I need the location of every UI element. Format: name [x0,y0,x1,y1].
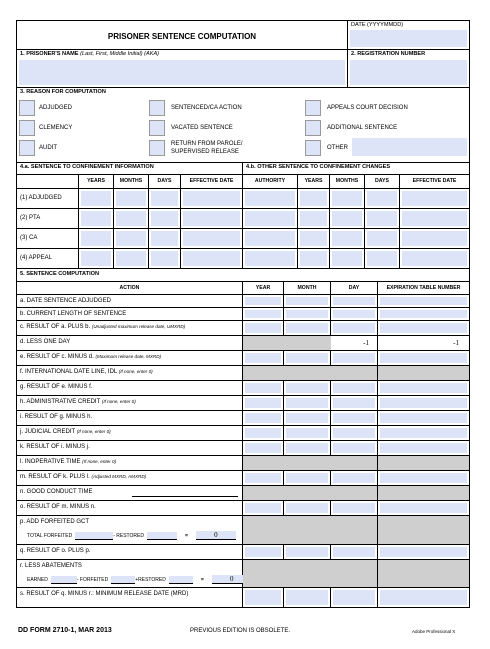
computation-row [17,308,469,321]
abatement-restored-field[interactable] [169,576,193,584]
adjudged-label: ADJUDGED [39,105,73,111]
computation-action [17,456,242,465]
computation-action [17,545,242,554]
computation-input[interactable] [333,443,375,453]
expiration-input[interactable] [380,428,467,438]
computation-input[interactable] [245,383,281,393]
confinement-input[interactable] [332,191,362,206]
computation-input[interactable] [245,353,281,363]
computation-input[interactable] [286,413,328,423]
col-year: YEAR [243,282,284,294]
confinement-input[interactable] [183,231,240,246]
shaded-cell [243,336,378,350]
action-text: q. RESULT OF o. PLUS p. [20,548,91,554]
computation-input[interactable] [245,547,281,557]
computation-input[interactable] [333,413,375,423]
computation-input[interactable] [286,428,328,438]
restored-label: - RESTORED [113,532,144,539]
abatements-line [27,575,252,584]
computation-row [17,321,469,336]
computation-row [17,456,469,471]
computation-input[interactable] [333,428,375,438]
computation-input[interactable] [286,473,328,483]
other-checkbox[interactable] [305,140,321,156]
forfeited-total-value[interactable]: 0 [196,531,236,540]
vacated-sentence-label: VACATED SENTENCE [171,125,233,131]
col-months: MONTHS [114,175,149,188]
computation-input[interactable] [245,413,281,423]
confinement-input[interactable] [332,251,362,266]
confinement-input[interactable] [402,211,467,226]
reason-label: 3. REASON FOR COMPUTATION [20,89,106,95]
confinement-input[interactable] [367,231,397,246]
restored-field[interactable] [147,532,177,540]
less-one-day-exp-value: -1 [453,339,459,347]
abatement-total-value[interactable]: 0 [212,575,252,584]
action-note: (If none, enter 0) [82,459,117,464]
computation-row [17,588,469,607]
confinement-input[interactable] [151,191,178,206]
confinement-input[interactable] [300,191,327,206]
sentence-computation-heading [17,269,469,282]
other-reason-field[interactable] [352,138,467,156]
less-one-day-value: -1 [363,339,369,347]
confinement-input[interactable] [81,191,111,206]
earned-label: EARNED [27,576,48,583]
confinement-input[interactable] [402,191,467,206]
confinement-input[interactable] [367,251,397,266]
total-forfeited-field[interactable] [75,532,113,540]
action-text: n. GOOD CONDUCT TIME [20,489,93,495]
col-years: YEARS [79,175,114,188]
other-changes-label: 4.b. OTHER SENTENCE TO CONFINEMENT CHANGES [246,164,391,170]
col-action: ACTION [17,282,243,294]
confinement-row-label: (3) CA [20,235,38,241]
computation-row [17,516,469,545]
computation-input[interactable] [333,323,375,333]
action-note: (Maximum release date, MXRD) [95,354,162,359]
supervised-release-label: SUPERVISED RELEASE [171,149,239,155]
title-row [17,21,469,50]
return-from-parole-label: RETURN FROM PAROLE/ [171,141,243,147]
action-text: m. RESULT OF k. PLUS l. [20,474,90,480]
clemency-checkbox[interactable] [19,120,35,136]
confinement-input[interactable] [151,251,178,266]
computation-action [17,351,242,360]
computation-action [17,381,242,390]
computation-action [17,471,242,480]
expiration-input[interactable] [380,503,467,513]
confinement-row-label: (4) APPEAL [20,255,53,261]
computation-input[interactable] [286,310,328,318]
expiration-input[interactable] [380,590,467,605]
shaded-cell [378,560,469,587]
confinement-info-label: 4.a. SENTENCE TO CONFINEMENT INFORMATION [20,164,154,170]
confinement-input[interactable] [300,231,327,246]
clemency-label: CLEMENCY [39,125,73,131]
computation-column-headers [17,282,469,295]
computation-action [17,321,242,330]
action-text: l. INOPERATIVE TIME [20,459,81,465]
prisoner-name-field[interactable] [19,60,345,85]
confinement-column-headers [17,175,469,189]
additional-sentence-label: ADDITIONAL SENTENCE [327,125,398,131]
action-text: d. LESS ONE DAY [20,339,71,345]
computation-input[interactable] [333,473,375,483]
confinement-input[interactable] [183,191,240,206]
sentenced-ca-label: SENTENCED/CA ACTION [171,105,242,111]
confinement-input[interactable] [116,251,146,266]
vacated-sentence-checkbox[interactable] [149,120,165,136]
confinement-input[interactable] [81,211,111,226]
confinement-input[interactable] [332,231,362,246]
computation-action [17,426,242,435]
shaded-cell [243,516,378,544]
forfeited-field[interactable] [111,576,135,584]
confinement-input[interactable] [245,191,295,206]
confinement-input[interactable] [300,211,327,226]
computation-input[interactable] [286,297,328,305]
action-text: c. RESULT OF a. PLUS b. [20,324,91,330]
shaded-cell [378,486,469,500]
computation-action [17,560,242,569]
confinement-input[interactable] [245,231,295,246]
registration-number-field[interactable] [350,60,467,85]
date-label: DATE (YYYYMMDD) [351,22,404,28]
page-title: PRISONER SENTENCE COMPUTATION [107,32,257,41]
audit-label: AUDIT [39,145,57,151]
total-forfeited-label: TOTAL FORFEITED [27,532,73,539]
computation-input[interactable] [286,398,328,408]
computation-input[interactable] [333,590,375,605]
name-row [17,50,469,88]
computation-input[interactable] [286,547,328,557]
action-text: k. RESULT OF i. MINUS j. [20,444,90,450]
action-text: o. RESULT OF m. MINUS n. [20,504,96,510]
computation-row [17,351,469,366]
computation-row [17,295,469,308]
computation-input[interactable] [245,590,281,605]
registration-number-label: 2. REGISTRATION NUMBER [351,51,426,57]
action-note: (If none, enter 0) [118,369,153,374]
action-text: s. RESULT OF q. MINUS r.: MINIMUM RELEASE DATE (MRD) [20,591,189,597]
computation-row [17,411,469,426]
confinement-input[interactable] [183,251,240,266]
computation-input[interactable] [286,443,328,453]
action-text: a. DATE SENTENCE ADJUDGED [20,298,111,304]
col-month: MONTH [284,282,331,294]
expiration-input[interactable] [380,353,467,363]
computation-input[interactable] [286,353,328,363]
computation-action [17,336,242,345]
shaded-cell [378,456,469,470]
computation-row [17,366,469,381]
equals-sign: = [200,576,204,583]
shaded-cell [243,486,378,500]
prisoner-name-label: 1. PRISONER'S NAME (Last, First, Middle Initial) (AKA) [20,51,160,57]
confinement-input[interactable] [300,251,327,266]
confinement-input[interactable] [245,251,295,266]
computation-row [17,501,469,516]
date-field[interactable] [350,30,467,47]
software-note: Adobe Professional X [412,629,456,634]
col-authority: AUTHORITY [243,175,298,188]
computation-input[interactable] [333,353,375,363]
action-note: (If none, enter 0) [101,399,136,404]
action-note: (Unadjusted maximum release date, UMXRD) [91,324,186,329]
confinement-row-label: (1) ADJUDGED [20,195,62,201]
shaded-cell [243,560,378,587]
expiration-input[interactable] [380,398,467,408]
expiration-input[interactable] [380,473,467,483]
action-text: i. RESULT OF g. MINUS h. [20,414,93,420]
computation-input[interactable] [286,590,328,605]
expiration-input[interactable] [380,310,467,318]
confinement-rows [17,189,469,269]
computation-input[interactable] [333,297,375,305]
shaded-cell [378,366,469,380]
action-note: (If none, enter 0) [76,429,111,434]
computation-action [17,486,242,495]
computation-action [17,588,242,597]
action-text: r. LESS ABATEMENTS [20,563,82,569]
sentenced-ca-checkbox[interactable] [149,100,165,116]
confinement-input[interactable] [116,231,146,246]
computation-row [17,560,469,588]
computation-row [17,396,469,411]
col-days: DAYS [149,175,181,188]
return-from-parole-checkbox[interactable] [149,140,165,156]
computation-input[interactable] [245,323,281,333]
expiration-input[interactable] [380,547,467,557]
action-text: p. ADD FORFEITED GCT [20,519,90,525]
computation-row [17,486,469,501]
computation-input[interactable] [245,310,281,318]
computation-action [17,411,242,420]
reason-section [17,88,469,163]
additional-sentence-checkbox[interactable] [305,120,321,136]
expiration-input[interactable] [380,297,467,305]
confinement-row [17,229,469,249]
confinement-input[interactable] [367,191,397,206]
confinement-input[interactable] [183,211,240,226]
shaded-cell [243,366,378,380]
adjudged-checkbox[interactable] [19,100,35,116]
confinement-input[interactable] [367,211,397,226]
shaded-cell [378,516,469,544]
gct-line [132,496,238,497]
confinement-input[interactable] [81,251,111,266]
computation-rows [17,295,469,607]
computation-action [17,396,242,405]
col-months-b: MONTHS [330,175,365,188]
audit-checkbox[interactable] [19,140,35,156]
computation-row [17,336,469,351]
forfeited-label: - FORFEITED [76,576,109,583]
confinement-input[interactable] [151,211,178,226]
shaded-cell [243,456,378,470]
col-effective-date: EFFECTIVE DATE [181,175,243,188]
computation-input[interactable] [245,443,281,453]
confinement-input[interactable] [245,211,295,226]
confinement-input[interactable] [332,211,362,226]
appeals-court-label: APPEALS COURT DECISION [327,105,408,111]
confinement-input[interactable] [116,191,146,206]
action-note: (Adjusted MXRD, AMXRD) [91,474,147,479]
action-text: e. RESULT OF c. MINUS d. [20,354,94,360]
computation-input[interactable] [333,310,375,318]
expiration-input[interactable] [380,323,467,333]
col-expiration-table: EXPIRATION TABLE NUMBER [386,285,461,291]
action-text: b. CURRENT LENGTH OF SENTENCE [20,311,127,317]
confinement-row [17,189,469,209]
computation-action [17,295,242,304]
form-id: DD FORM 2710-1, MAR 2013 [18,627,112,634]
col-day: DAY [331,282,378,294]
confinement-input[interactable] [81,231,111,246]
computation-input[interactable] [245,297,281,305]
computation-input[interactable] [245,398,281,408]
confinement-input[interactable] [116,211,146,226]
computation-action [17,441,242,450]
col-days-b: DAYS [365,175,400,188]
computation-action [17,501,242,510]
computation-input[interactable] [286,323,328,333]
computation-input[interactable] [333,398,375,408]
expiration-input[interactable] [380,383,467,393]
computation-action [17,308,242,317]
confinement-headings [17,163,469,175]
equals-sign: = [184,532,188,539]
appeals-court-checkbox[interactable] [305,100,321,116]
computation-input[interactable] [333,547,375,557]
action-text: h. ADMINISTRATIVE CREDIT [20,399,101,405]
action-text: g. RESULT OF e. MINUS f. [20,384,93,390]
computation-row [17,441,469,456]
computation-row [17,545,469,560]
computation-input[interactable] [245,428,281,438]
expiration-input[interactable] [380,413,467,423]
confinement-input[interactable] [151,231,178,246]
computation-action [17,366,242,375]
abatement-restored-label: +RESTORED [135,576,166,583]
computation-input[interactable] [245,503,281,513]
col-effective-date-b: EFFECTIVE DATE [412,178,457,184]
computation-input[interactable] [245,473,281,483]
prisoner-sentence-form [16,20,470,608]
earned-field[interactable] [51,576,77,584]
computation-row [17,426,469,441]
computation-input[interactable] [333,503,375,513]
col-years-b: YEARS [298,175,330,188]
confinement-row [17,249,469,269]
confinement-row-label: (2) PTA [20,215,41,221]
confinement-input[interactable] [402,231,467,246]
sentence-computation-label: 5. SENTENCE COMPUTATION [20,271,100,277]
action-text: f. INTERNATIONAL DATE LINE, IDL [20,369,118,375]
obsolete-notice: PREVIOUS EDITION IS OBSOLETE. [190,628,291,634]
computation-input[interactable] [333,383,375,393]
forfeited-gct-line [27,531,236,540]
expiration-input[interactable] [380,443,467,453]
computation-row [17,471,469,486]
computation-input[interactable] [286,503,328,513]
confinement-input[interactable] [402,251,467,266]
action-text: j. JUDICIAL CREDIT [20,429,76,435]
computation-input[interactable] [286,383,328,393]
computation-row [17,381,469,396]
computation-action [17,516,242,525]
other-label: OTHER [327,145,348,151]
confinement-row [17,209,469,229]
